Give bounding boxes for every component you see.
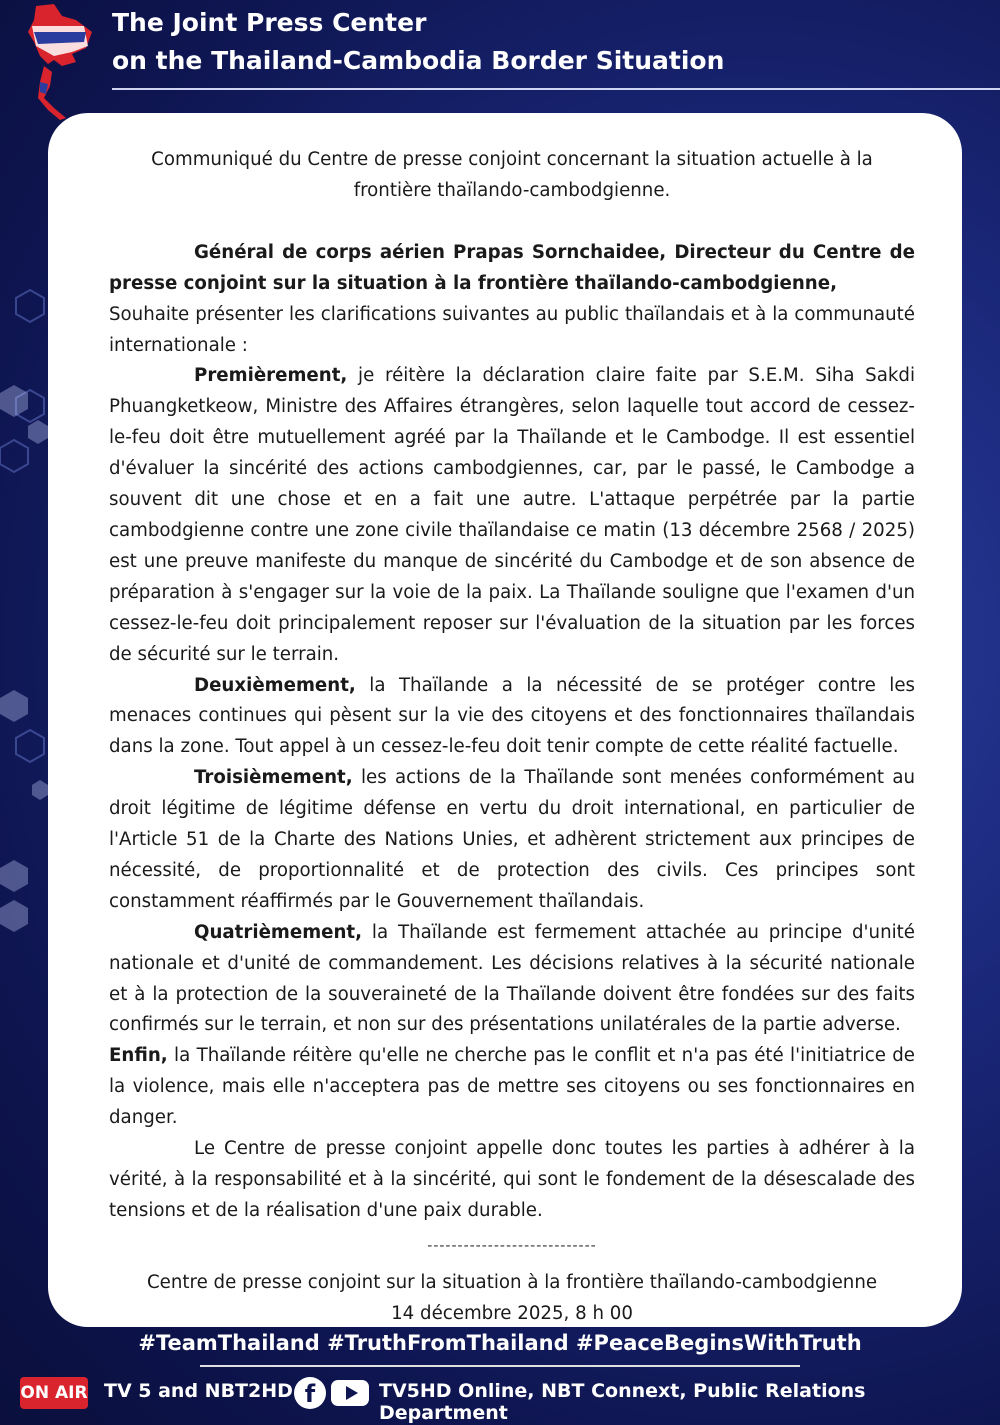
paragraph-fourth-lead: Quatrièmement, — [194, 921, 363, 943]
header-title-line1: The Joint Press Center — [112, 8, 427, 37]
communique-card — [48, 113, 962, 1327]
paragraph-finally-text: la Thaïlande réitère qu'elle ne cherche pas le conflit et n'a pas été l'initiatrice de la violence, mais elle n'acceptera pas de mettre ses citoyens ou ses fonctionnaires en danger. — [109, 1045, 915, 1129]
channels-text: TV 5 and NBT2HD — [104, 1380, 293, 1402]
on-air-badge: ON AIR — [20, 1377, 88, 1409]
signature-date: 14 décembre 2025, 8 h 00 — [391, 1302, 633, 1324]
document-title-line2: frontière thaïlando-cambodgienne. — [353, 179, 671, 201]
document-title — [109, 145, 915, 207]
facebook-icon: f — [294, 1377, 326, 1409]
paragraph-third — [109, 763, 915, 918]
closing-paragraph: Le Centre de presse conjoint appelle donc toutes les parties à adhérer à la vérité, à la responsabilité et à la sincérité, qui sont le fondement de la désescalade des tensions et de la réalisation d'une paix durable. — [109, 1138, 915, 1221]
hashtags: #TeamThailand #TruthFromThailand #PeaceBeginsWithTruth — [138, 1331, 862, 1355]
paragraph-second-text: la Thaïlande a la nécessité de se protéger contre les menaces continues qui pèsent sur la vie des citoyens et des fonctionnaires thaïlandais dans la zone. Tout appel à un cessez-le-feu doit tenir compte de cette réalité factuelle. — [109, 674, 915, 758]
paragraph-second — [109, 671, 915, 764]
youtube-icon — [331, 1380, 369, 1406]
signature-block — [109, 1268, 915, 1330]
thailand-map-logo — [14, 2, 94, 120]
platforms-text: TV5HD Online, NBT Connext, Public Relations Department — [379, 1380, 866, 1424]
paragraph-first-text: je réitère la déclaration claire faite par S.E.M. Siha Sakdi Phuangketkeow, Ministre des Affaires étrangères, selon laquelle tout accord de cessez-le-feu doit être mutuellement agréé par la Thaïlande et le Cambodge. Il est essentiel d'évaluer la sincérité des actions cambodgiennes, car, par le passé, le Cambodge a souvent dit une chose et en a fait une autre. L'attaque perpétrée par la partie cambodgienne contre une zone civile thaïlandaise ce matin (13 décembre 2568 / 2025) est une preuve manifeste du manque de sincérité du Cambodge et de son absence de préparation à s'engager sur la voie de la paix. La Thaïlande souligne que l'examen d'un cessez-le-feu doit principalement reposer sur l'évaluation de la situation par les forces de sécurité sur le terrain. — [109, 365, 915, 665]
signature-name: Centre de presse conjoint sur la situation à la frontière thaïlando-cambodgienne — [146, 1271, 878, 1293]
paragraph-second-lead: Deuxièmement, — [194, 674, 356, 696]
paragraph-finally — [109, 1041, 915, 1134]
intro-text: Souhaite présenter les clarifications suivantes au public thaïlandais et à la communauté internationale : — [109, 303, 915, 356]
paragraph-fourth — [109, 918, 915, 1042]
intro-bold: Général de corps aérien Prapas Sornchaidee, Directeur du Centre de presse conjoint sur la situation à la frontière thaïlando-cambodgienne, — [109, 241, 915, 294]
hashtags-divider — [200, 1365, 800, 1367]
header-title-line2: on the Thailand-Cambodia Border Situation — [112, 46, 725, 75]
document-title-line1: Communiqué du Centre de presse conjoint concernant la situation actuelle à la — [151, 149, 873, 170]
header-title — [112, 4, 724, 80]
intro-paragraph — [109, 238, 915, 300]
paragraph-fourth-text: la Thaïlande est fermement attachée au principe d'unité nationale et d'unité de commandement. Les décisions relatives à la sécurité nationale et à la protection de la souveraineté de la Thaïlande doivent être fondées sur des faits confirmés sur le terrain, et non sur des présentations unilatérales de la partie adverse. — [109, 921, 915, 1036]
signature-separator: ---------------------------- — [427, 1237, 597, 1254]
header-divider — [112, 88, 1000, 90]
paragraph-third-lead: Troisièmement, — [194, 767, 353, 789]
paragraph-first-lead: Premièrement, — [194, 365, 348, 387]
paragraph-first — [109, 361, 915, 670]
paragraph-third-text: les actions de la Thaïlande sont menées conformément au droit légitime de légitime défense en vertu du droit international, en particulier de l'Article 51 de la Charte des Nations Unies, et adhèrent strictement aux principes de nécessité, de proportionnalité et de protection des civils. Ces principes sont constamment réaffirmés par le Gouvernement thaïlandais. — [109, 767, 915, 912]
paragraph-finally-lead: Enfin, — [109, 1045, 168, 1067]
